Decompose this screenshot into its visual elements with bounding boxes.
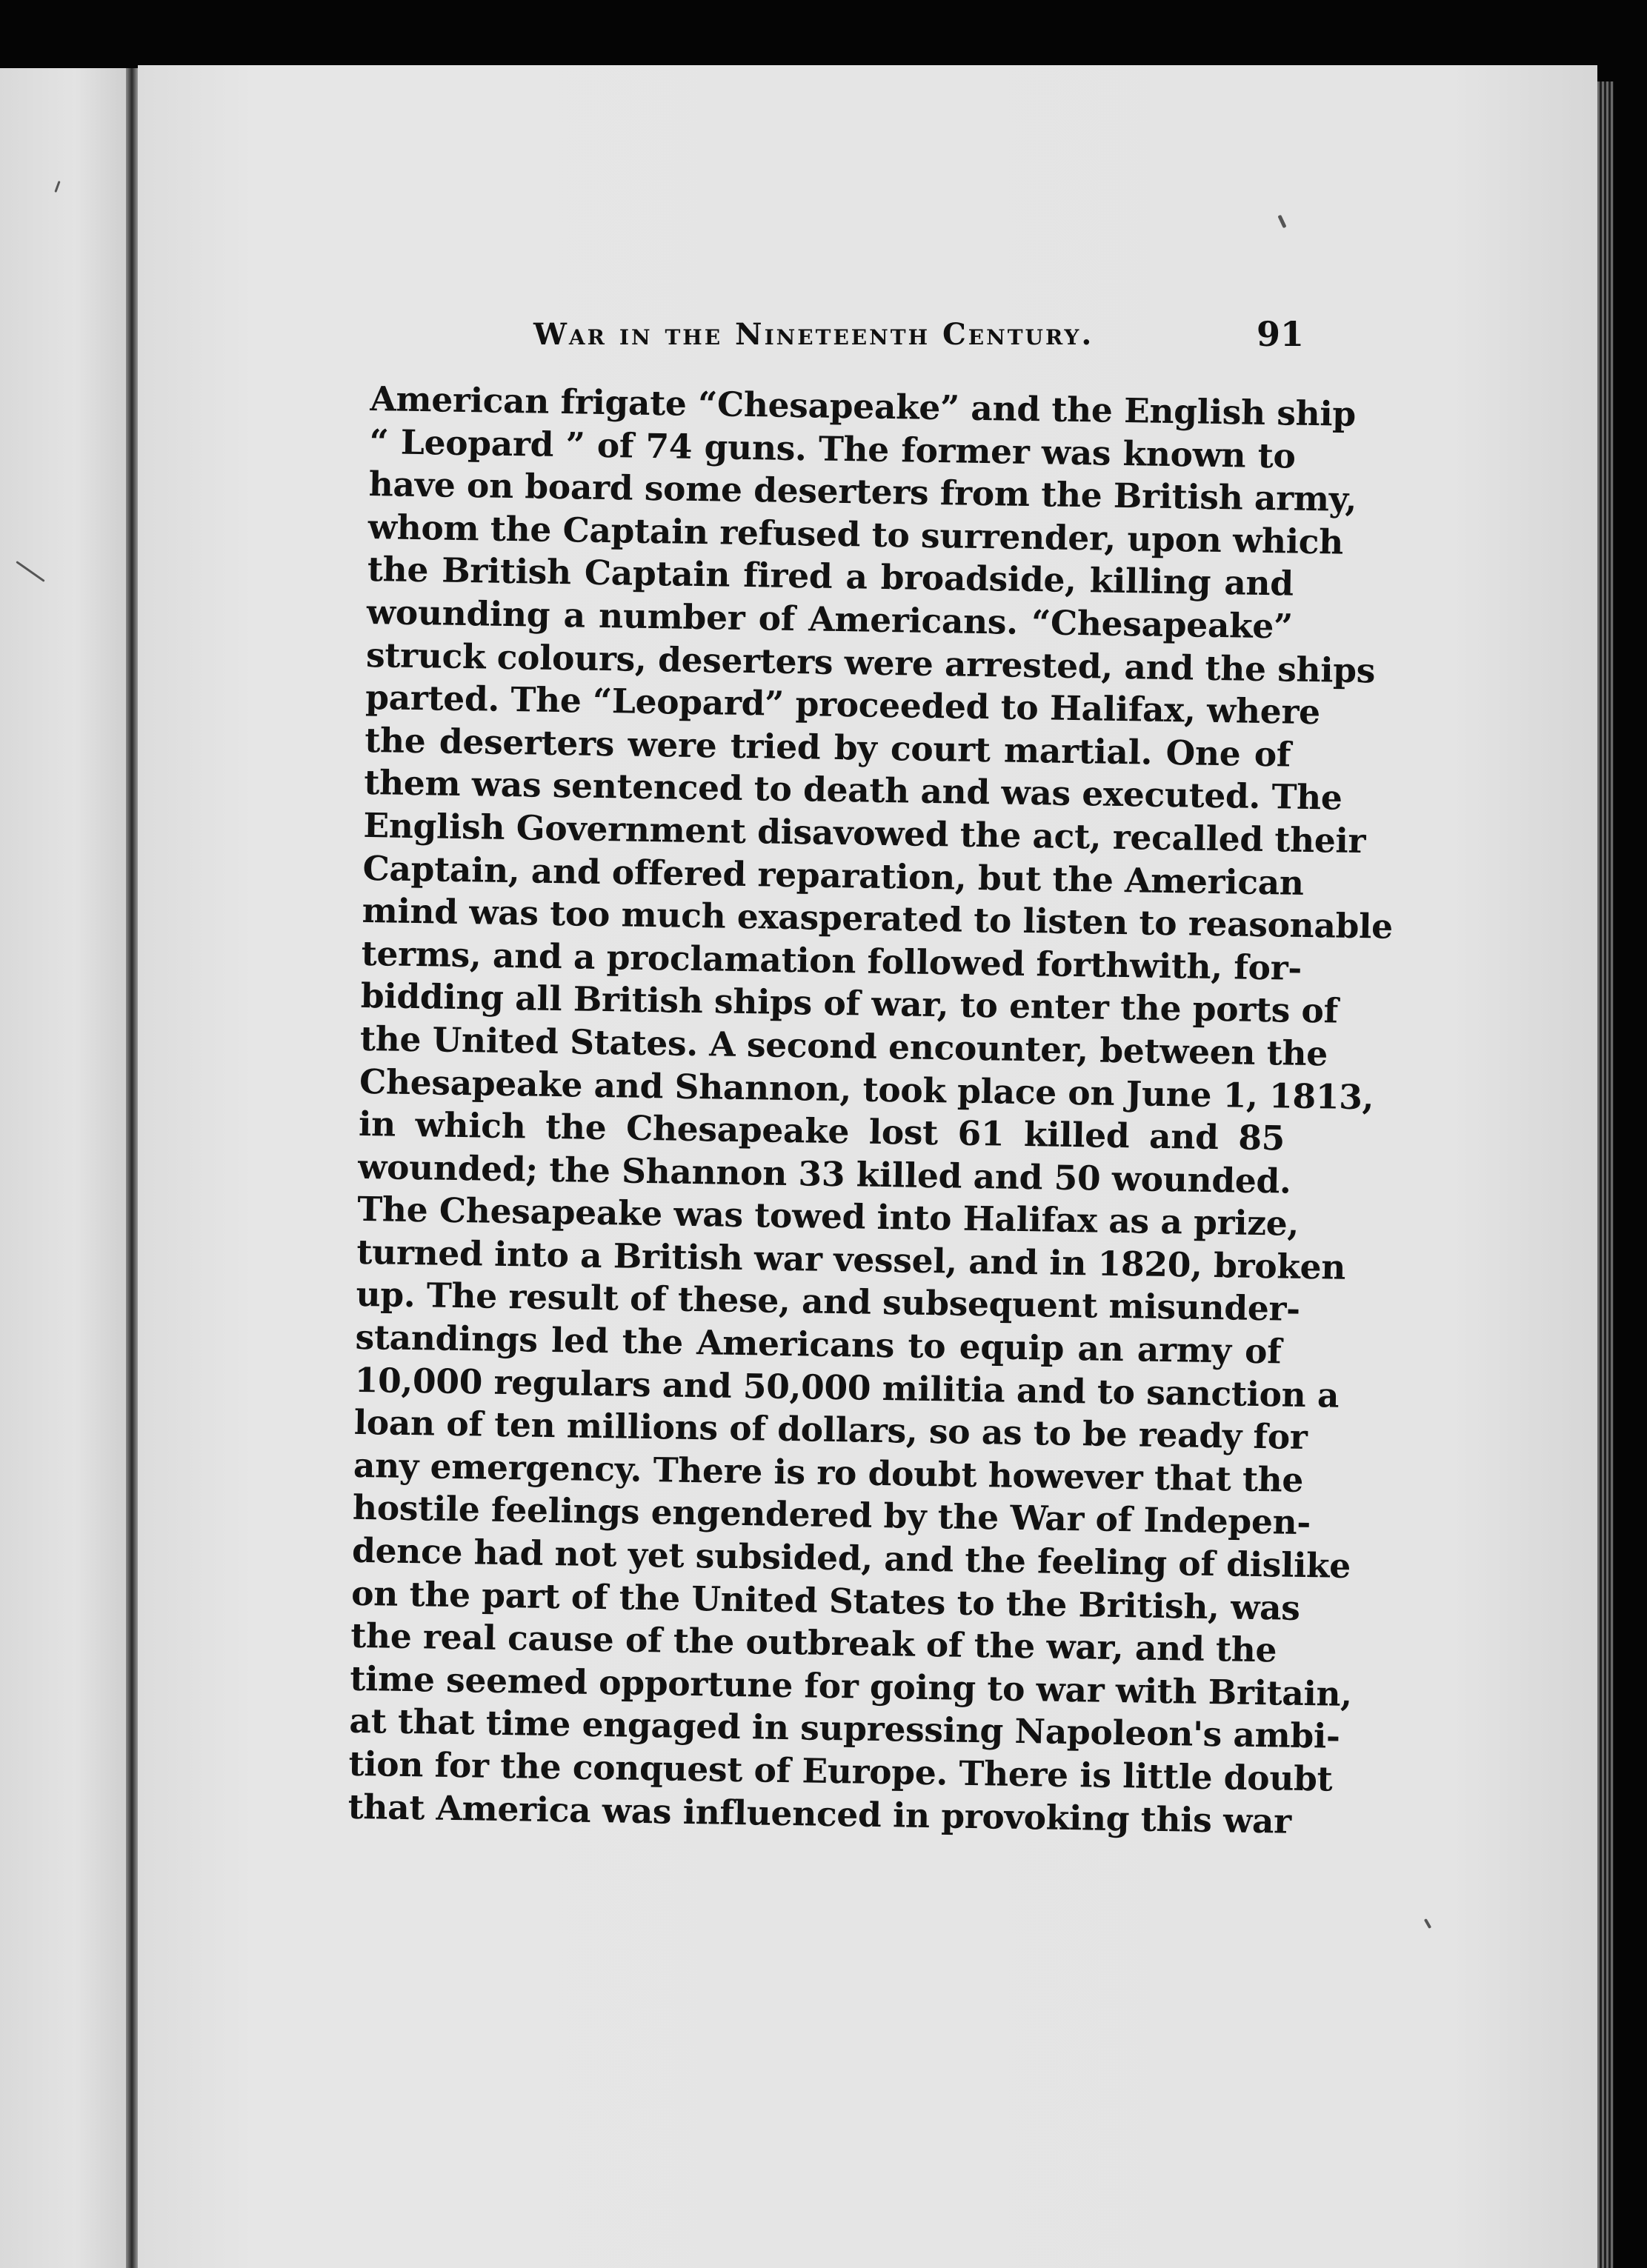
- running-title: War in the Nineteenth Century.: [533, 317, 1094, 352]
- text-line: hostile feelings engendered by the War of Indepen-: [352, 1487, 1311, 1543]
- text-line: have on board some deserters from the British army,: [368, 464, 1357, 520]
- text-line: time seemed opportune for going to war with Britain,: [349, 1658, 1353, 1714]
- facing-page-edge: [0, 68, 126, 2268]
- text-line: the deserters were tried by court martial. One of: [364, 719, 1291, 775]
- page-stack-edge: [1597, 81, 1614, 2268]
- body-text: [347, 378, 1394, 1843]
- text-line: the real cause of the outbreak of the war, and the: [350, 1615, 1277, 1670]
- running-header: [533, 311, 1304, 370]
- page-number: 91: [1256, 314, 1304, 354]
- book-gutter: [126, 68, 138, 2268]
- text-line: tion for the conquest of Europe. There is little doubt: [348, 1743, 1333, 1799]
- text-line: whom the Captain refused to surrender, upon which: [367, 506, 1344, 562]
- text-line: the British Captain fired a broadside, killing and: [367, 549, 1294, 604]
- text-line: Captain, and offered reparation, but the American: [362, 847, 1305, 903]
- text-line: “ Leopard ” of 74 guns. The former was known to: [369, 421, 1296, 476]
- text-line: wounding a number of Americans. “Chesapeake”: [366, 591, 1294, 647]
- text-line: that America was influenced in provoking this war: [347, 1786, 1292, 1841]
- text-line: struck colours, deserters were arrested, and the ships: [365, 634, 1376, 690]
- text-line: 10,000 regulars and 50,000 militia and to sanction a: [354, 1359, 1340, 1415]
- text-line: bidding all British ships of war, to enter the ports of: [360, 975, 1339, 1031]
- text-line: American frigate “Chesapeake” and the English ship: [370, 378, 1357, 434]
- text-line: terms, and a proclamation followed forthwith, for-: [361, 933, 1302, 988]
- text-line: the United States. A second encounter, between the: [359, 1018, 1328, 1074]
- text-line: them was sentenced to death and was executed. The: [363, 762, 1342, 818]
- text-line: mind was too much exasperated to listen to reasonable: [362, 890, 1394, 947]
- text-line: at that time engaged in supressing Napoleon's ambi-: [349, 1701, 1341, 1757]
- text-line: on the part of the United States to the British, was: [350, 1572, 1301, 1628]
- text-line: English Government disavowed the act, recalled their: [363, 804, 1366, 861]
- text-line: any emergency. There is ro doubt however that the: [353, 1444, 1304, 1500]
- text-line: The Chesapeake was towed into Halifax as a prize,: [356, 1189, 1300, 1244]
- text-line: turned into a British war vessel, and in 1820, broken: [356, 1231, 1346, 1287]
- text-line: Chesapeake and Shannon, took place on June 1, 1813,: [359, 1061, 1374, 1117]
- text-line: loan of ten millions of dollars, so as to be ready for: [353, 1402, 1308, 1458]
- text-line: dence had not yet subsided, and the feeling of dislike: [351, 1530, 1351, 1587]
- text-line: wounded; the Shannon 33 killed and 50 wounded.: [357, 1146, 1291, 1201]
- text-line: in which the Chesapeake lost 61 killed and 85: [358, 1103, 1285, 1158]
- text-line: parted. The “Leopard” proceeded to Halifax, where: [365, 677, 1321, 733]
- text-line: up. The result of these, and subsequent misunder-: [356, 1274, 1301, 1330]
- text-line: standings led the Americans to equip an army of: [355, 1316, 1282, 1372]
